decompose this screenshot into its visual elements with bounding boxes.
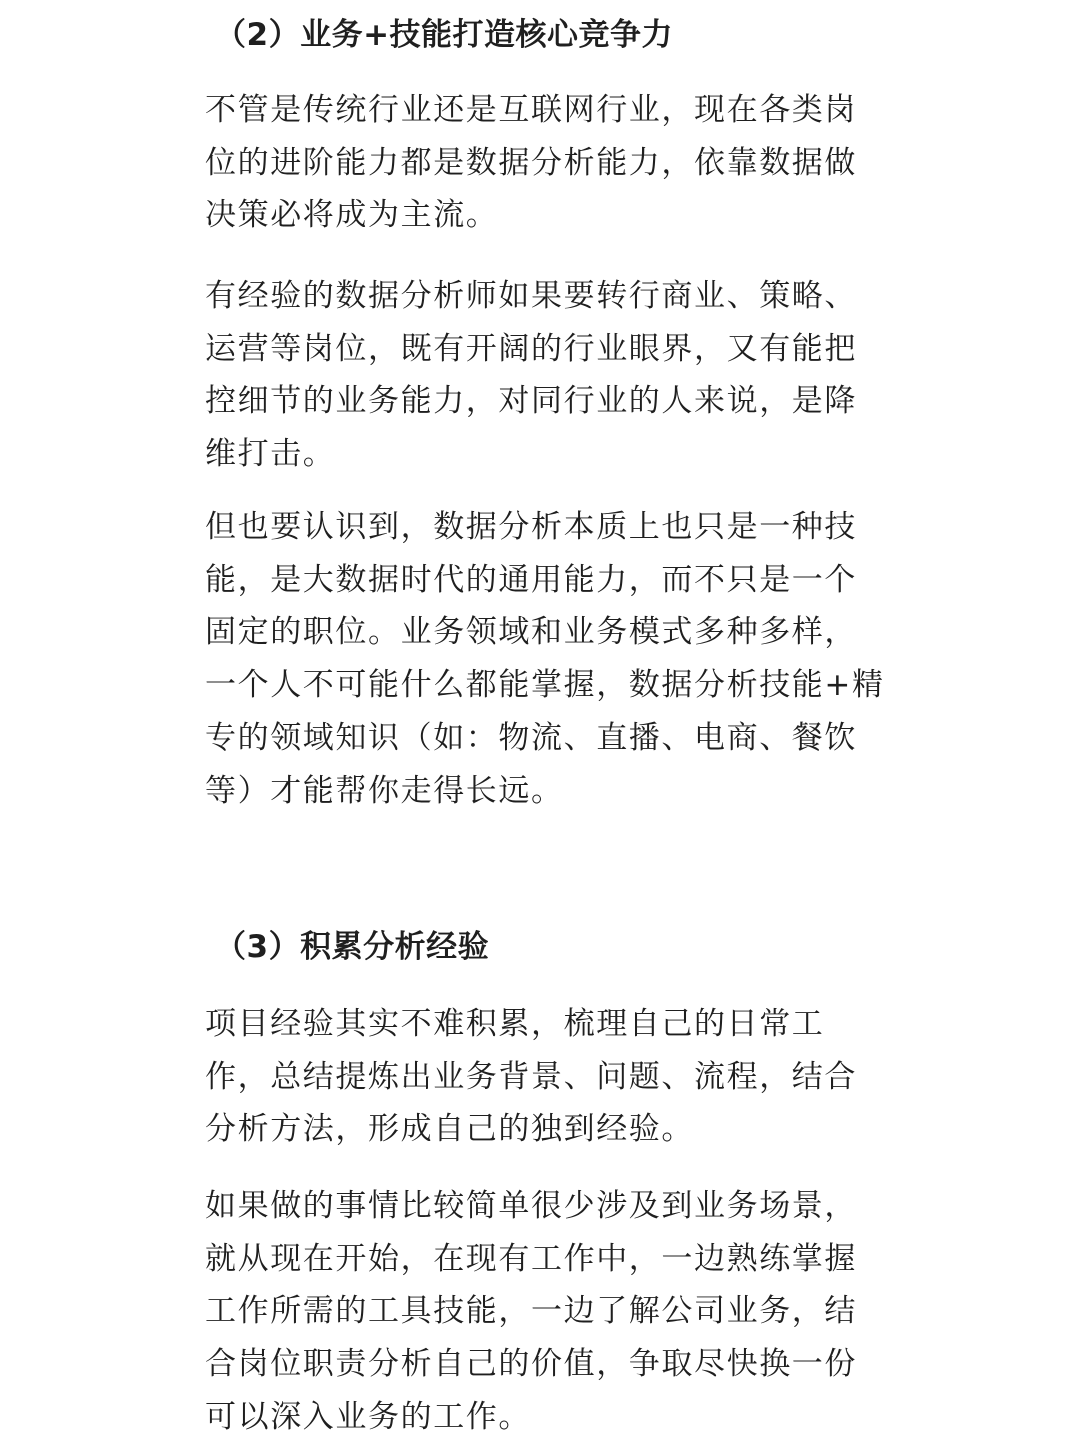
paragraph-line: 分析方法，形成自己的独到经验。	[205, 1111, 694, 1148]
paragraph-line: 维打击。	[205, 436, 336, 473]
paragraph-line: 控细节的业务能力，对同行业的人来说，是降	[205, 383, 857, 420]
paragraph-line: 项目经验其实不难积累，梳理自己的日常工	[205, 1006, 825, 1042]
paragraph	[205, 501, 885, 817]
paragraph-line: 专的领域知识（如：物流、直播、电商、餐饮	[205, 719, 857, 756]
paragraph-line: 运营等岗位，既有开阔的行业眼界，又有能把	[205, 330, 857, 367]
paragraph-line: 一个人不可能什么都能掌握，数据分析技能+精	[205, 667, 885, 704]
paragraph-line: 不管是传统行业还是互联网行业，现在各类岗	[205, 92, 857, 128]
paragraph-line: 位的进阶能力都是数据分析能力，依靠数据做	[205, 144, 857, 181]
paragraph-line: 作，总结提炼出业务背景、问题、流程，结合	[205, 1058, 857, 1095]
paragraph-line: 但也要认识到，数据分析本质上也只是一种技	[205, 509, 857, 545]
paragraph-line: 决策必将成为主流。	[205, 197, 499, 234]
paragraph-line: 固定的职位。业务领域和业务模式多种多样，	[205, 614, 857, 651]
section-heading-3: （3）积累分析经验	[215, 929, 490, 965]
paragraph-line: 有经验的数据分析师如果要转行商业、策略、	[205, 278, 857, 314]
paragraph	[205, 84, 857, 242]
paragraph-line: 如果做的事情比较简单很少涉及到业务场景，	[205, 1188, 857, 1224]
paragraph-line: 合岗位职责分析自己的价值，争取尽快换一份	[205, 1346, 857, 1383]
paragraph-line: 就从现在开始，在现有工作中，一边熟练掌握	[205, 1240, 857, 1277]
paragraph-line: 等）才能帮你走得长远。	[205, 772, 564, 809]
paragraph	[205, 270, 857, 481]
section-heading-2: （2）业务+技能打造核心竞争力	[215, 17, 674, 53]
paragraph	[205, 1180, 857, 1444]
paragraph-line: 工作所需的工具技能，一边了解公司业务，结	[205, 1293, 857, 1330]
paragraph-line: 可以深入业务的工作。	[205, 1398, 531, 1435]
paragraph	[205, 998, 857, 1156]
paragraph-line: 能，是大数据时代的通用能力，而不只是一个	[205, 561, 857, 598]
